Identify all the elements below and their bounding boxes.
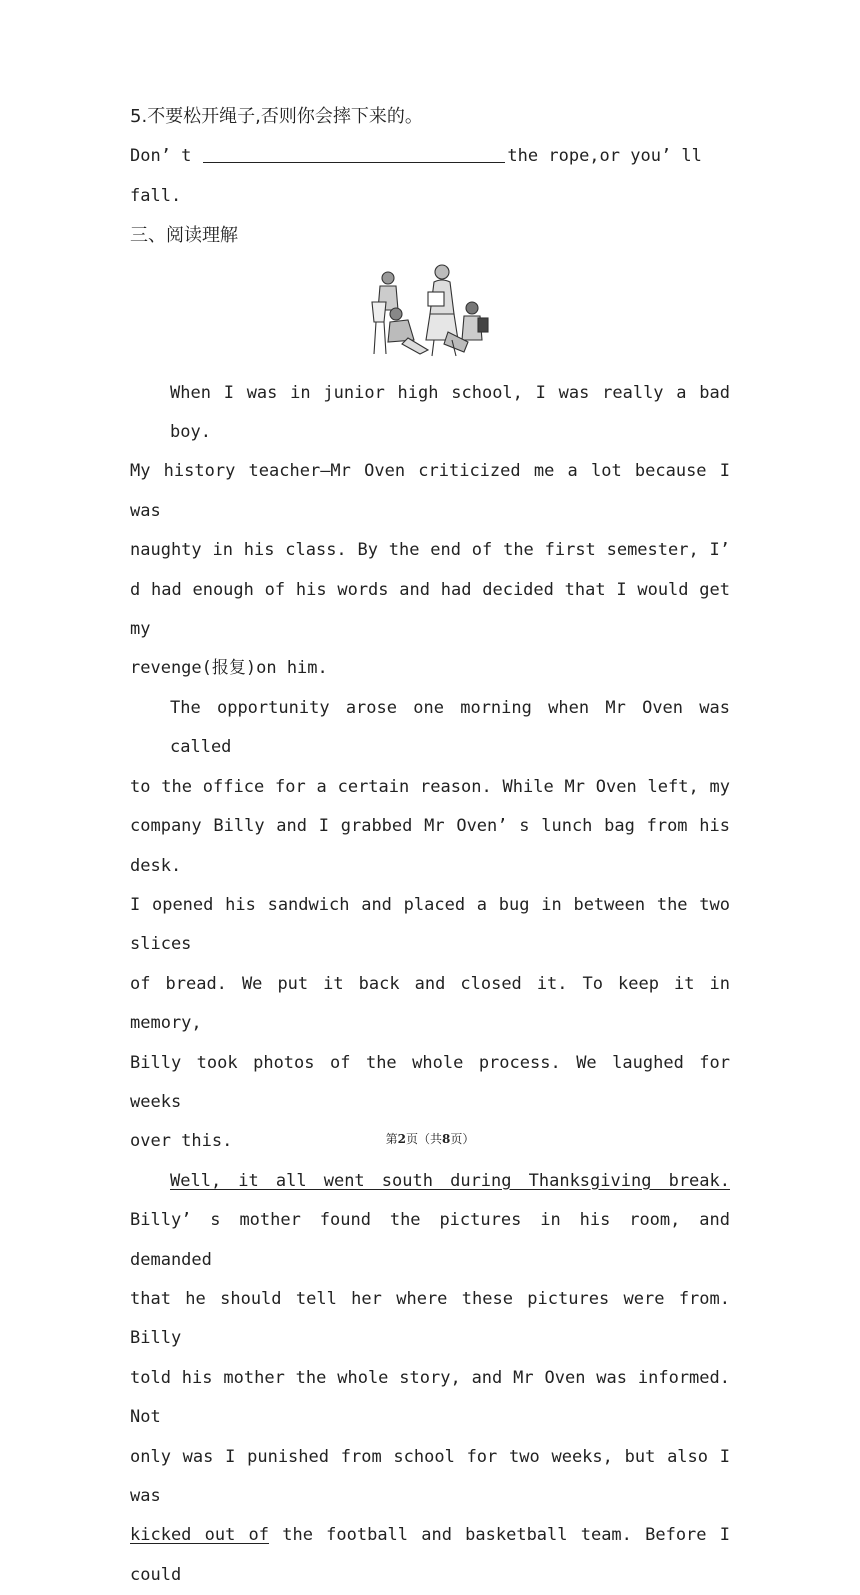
passage-line: When I was in junior high school, I was really a bad boy. [170,382,730,443]
underlined-sentence: Well, it all went south during Thanksgiving break. [170,1170,730,1191]
question-5-prompt [130,97,730,137]
underlined-phrase: kicked out of [130,1525,270,1546]
passage-line: The opportunity arose one morning when Mr Oven was called [170,697,730,758]
footer-prefix: 第 [385,1132,398,1146]
question-chinese-text: 不要松开绳子,否则你会摔下来的。 [147,106,423,127]
question-5-english [130,137,730,176]
passage-line-rest: the football and basketball team. Before I could [130,1525,730,1585]
passage-line: over this. [130,1131,233,1152]
passage-line: only was I punished from school for two weeks, but also I was [130,1446,730,1506]
passage-line: of bread. We put it back and closed it. To keep it in memory, [130,973,730,1034]
passage-line: company Billy and I grabbed Mr Oven’ s lunch bag from his desk. [130,816,730,876]
question-5-english-wrap: fall. [130,185,182,206]
question-number: 5. [130,106,148,127]
passage-line: that he should tell her where these pictures were from. Billy [130,1288,730,1349]
passage-line: My history teacher—Mr Oven criticized me a lot because I was [130,461,730,521]
passage-line: to the office for a certain reason. While Mr Oven left, my [130,776,730,797]
passage-line: revenge(报复)on him. [130,658,328,679]
passage-line: d had enough of his words and had decided that I would get my [130,579,730,640]
footer-page-number: 2 [397,1132,406,1146]
english-sentence-end: the rope,or you’ ll [507,146,702,167]
passage-line [130,1516,730,1595]
answer-blank[interactable] [203,142,505,163]
passage-line: I opened his sandwich and placed a bug in between the two slices [130,894,730,955]
footer-suffix: 页） [450,1132,475,1146]
passage-line: told his mother the whole story, and Mr Oven was informed. Not [130,1367,730,1428]
passage-line: Billy took photos of the whole process. We laughed for weeks [130,1052,730,1112]
footer-total-pages: 8 [442,1132,451,1146]
footer-middle: 页（共 [405,1132,442,1146]
passage-line: Billy’ s mother found the pictures in his room, and demanded [130,1210,730,1270]
passage-line-underlined [130,1162,730,1201]
passage-line: naughty in his class. By the end of the first semester, I’ [130,540,730,561]
english-sentence-start: Don’ t [130,146,192,167]
section-heading-reading: 三、阅读理解 [130,225,238,247]
classroom-illustration [368,262,492,360]
page-footer [0,1130,860,1147]
